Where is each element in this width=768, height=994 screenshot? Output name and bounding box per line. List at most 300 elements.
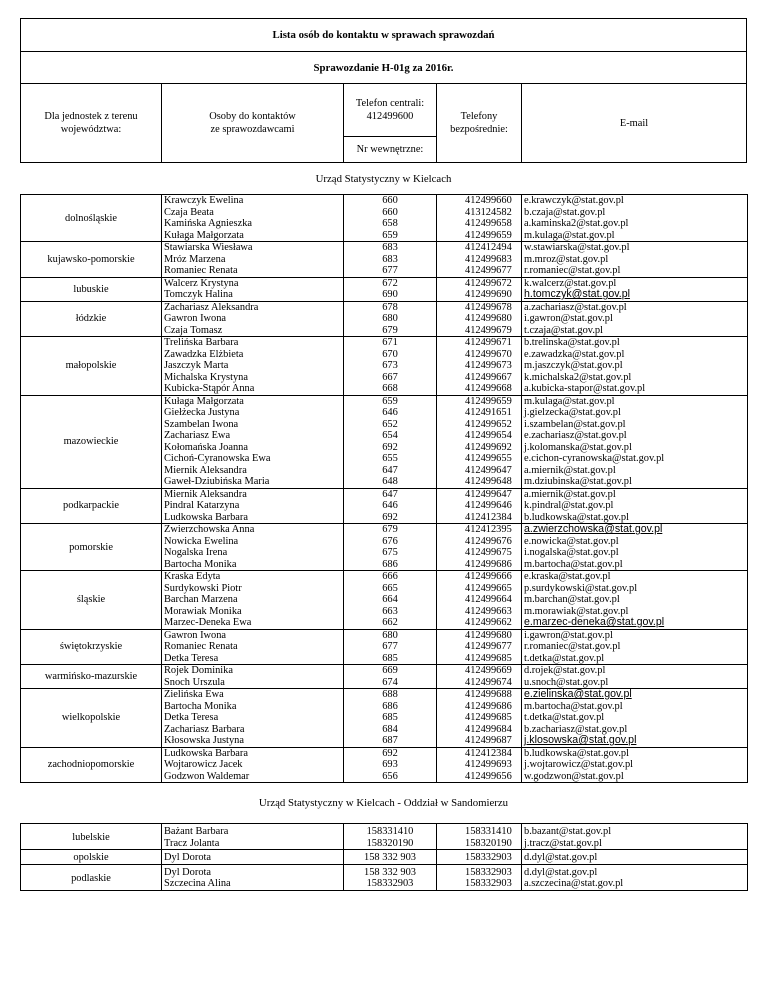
extension-number: 656 xyxy=(382,770,398,782)
direct-phone: 412499669 xyxy=(465,665,512,676)
extension-number: 690 xyxy=(382,289,398,300)
person-name: Miernik Aleksandra xyxy=(164,464,247,476)
extension-number: 647 xyxy=(382,464,398,476)
email-address: k.walcerz@stat.gov.pl xyxy=(524,277,617,289)
extension-number: 660 xyxy=(382,206,398,218)
person-name: Zielińska Ewa xyxy=(164,689,224,700)
direct-phone-cell xyxy=(437,395,522,488)
extension-number: 655 xyxy=(382,453,398,464)
extension-number: 683 xyxy=(382,242,398,253)
extension-number-cell xyxy=(344,824,437,850)
person-name: Zachariasz Barbara xyxy=(164,723,245,735)
email-address[interactable]: e.zielinska@stat.gov.pl xyxy=(524,689,632,700)
person-name: Szczecina Alina xyxy=(164,878,231,889)
extension-number: 158 332 903 xyxy=(364,866,416,878)
direct-phone: 412499675 xyxy=(465,547,512,558)
direct-phone: 412499673 xyxy=(465,360,512,371)
extension-number: 660 xyxy=(382,195,398,206)
person-name: Zawadzka Elżbieta xyxy=(164,348,244,360)
email-address: e.kraska@stat.gov.pl xyxy=(524,571,611,582)
extension-number: 652 xyxy=(382,418,398,430)
document-title: Lista osób do kontaktu w sprawach sprawozdań xyxy=(20,18,747,52)
region-cell: wielkopolskie xyxy=(21,689,162,748)
direct-phone: 412499663 xyxy=(465,605,512,617)
contacts-table-sandomierz xyxy=(20,823,748,891)
person-name: Bażant Barbara xyxy=(164,826,229,837)
direct-phone: 412499677 xyxy=(465,641,512,652)
direct-phone: 158331410 xyxy=(465,826,512,837)
header-region-line2: województwa: xyxy=(60,124,122,135)
direct-phone: 412499659 xyxy=(465,229,512,241)
email-address: t.czaja@stat.gov.pl xyxy=(524,324,604,336)
direct-phone-cell xyxy=(437,864,522,890)
person-name: Morawiak Monika xyxy=(164,605,242,617)
extension-number: 679 xyxy=(382,524,398,535)
person-name: Czaja Beata xyxy=(164,206,214,218)
person-name: Wojtarowicz Jacek xyxy=(164,759,243,770)
email-address: k.pindral@stat.gov.pl xyxy=(524,500,614,511)
person-name: Ludkowska Barbara xyxy=(164,747,248,759)
direct-phone: 412499647 xyxy=(465,464,512,476)
email-address: b.zachariasz@stat.gov.pl xyxy=(524,723,628,735)
direct-phone: 412499686 xyxy=(465,558,512,570)
person-name: Giełżecka Justyna xyxy=(164,407,240,418)
person-name: Gaweł-Dziubińska Maria xyxy=(164,476,270,487)
email-address: u.snoch@stat.gov.pl xyxy=(524,676,609,688)
direct-phone: 412499666 xyxy=(465,571,512,582)
email-address: m.morawiak@stat.gov.pl xyxy=(524,605,629,617)
direct-phone: 412499677 xyxy=(465,265,512,276)
table-row xyxy=(21,665,748,689)
email-address: m.kulaga@stat.gov.pl xyxy=(524,229,615,241)
direct-phone: 412499658 xyxy=(465,218,512,229)
header-ext: Nr wewnętrzne: xyxy=(356,144,424,155)
table-row xyxy=(21,195,748,242)
extension-number: 671 xyxy=(382,337,398,348)
extension-number: 668 xyxy=(382,383,398,394)
email-address-cell xyxy=(522,689,748,748)
person-name: Mróz Marzena xyxy=(164,253,226,265)
email-address: t.detka@stat.gov.pl xyxy=(524,712,605,723)
extension-number: 693 xyxy=(382,759,398,770)
table-row xyxy=(21,488,748,524)
contacts-table-kielce xyxy=(20,194,748,783)
email-address: b.ludkowska@stat.gov.pl xyxy=(524,747,630,759)
direct-phone: 412499679 xyxy=(465,324,512,336)
email-address: m.bartocha@stat.gov.pl xyxy=(524,558,623,570)
extension-number: 688 xyxy=(382,689,398,700)
email-address: d.dyl@stat.gov.pl xyxy=(524,866,598,878)
header-central-phone xyxy=(344,84,436,136)
extension-number: 670 xyxy=(382,348,398,360)
email-address: i.szambelan@stat.gov.pl xyxy=(524,418,626,430)
person-name-cell xyxy=(162,337,344,396)
email-address: p.surdykowski@stat.gov.pl xyxy=(524,582,638,594)
table-row xyxy=(21,689,748,748)
direct-phone-cell xyxy=(437,301,522,337)
email-address: m.dziubinska@stat.gov.pl xyxy=(524,476,632,487)
person-name: Cichoń-Cyranowska Ewa xyxy=(164,453,271,464)
direct-phone: 412499690 xyxy=(465,289,512,300)
header-email: E-mail xyxy=(619,117,649,129)
email-address-cell xyxy=(522,337,748,396)
direct-phone: 412499685 xyxy=(465,712,512,723)
email-address: w.godzwon@stat.gov.pl xyxy=(524,770,624,782)
person-name-cell xyxy=(162,665,344,689)
region-cell: opolskie xyxy=(21,850,162,865)
region-cell: lubuskie xyxy=(21,277,162,301)
email-address: b.ludkowska@stat.gov.pl xyxy=(524,511,630,523)
region-cell: dolnośląskie xyxy=(21,195,162,242)
email-address: b.trelinska@stat.gov.pl xyxy=(524,337,620,348)
person-name-cell xyxy=(162,195,344,242)
extension-number-cell xyxy=(344,747,437,783)
table-row xyxy=(21,824,748,850)
direct-phone: 412499646 xyxy=(465,500,512,511)
email-address: a.kubicka-stapor@stat.gov.pl xyxy=(524,383,646,394)
person-name: Kraska Edyta xyxy=(164,571,221,582)
person-name: Bartocha Monika xyxy=(164,700,237,712)
direct-phone: 412499674 xyxy=(465,676,512,688)
region-cell: zachodniopomorskie xyxy=(21,747,162,783)
person-name-cell xyxy=(162,488,344,524)
extension-number: 646 xyxy=(382,407,398,418)
person-name: Tracz Jolanta xyxy=(164,837,220,849)
person-name: Detka Teresa xyxy=(164,712,219,723)
region-cell: małopolskie xyxy=(21,337,162,396)
email-address-cell xyxy=(522,747,748,783)
person-name-cell xyxy=(162,524,344,571)
person-name: Barchan Marzena xyxy=(164,594,238,605)
direct-phone: 412491651 xyxy=(465,407,512,418)
person-name: Pindral Katarzyna xyxy=(164,500,240,511)
header-persons-line1: Osoby do kontaktów xyxy=(209,111,296,122)
email-address-cell xyxy=(522,242,748,278)
email-address-cell xyxy=(522,864,748,890)
person-name: Jaszczyk Marta xyxy=(164,360,229,371)
email-address: a.miernik@stat.gov.pl xyxy=(524,488,616,500)
person-name: Zachariasz Ewa xyxy=(164,430,231,441)
region-cell: warmińsko-mazurskie xyxy=(21,665,162,689)
email-address: t.detka@stat.gov.pl xyxy=(524,652,605,664)
extension-number: 686 xyxy=(382,700,398,712)
email-address: k.michalska2@stat.gov.pl xyxy=(524,371,632,383)
direct-phone: 158332903 xyxy=(465,852,512,863)
extension-number: 158 332 903 xyxy=(364,852,416,863)
header-phones-line1: Telefony xyxy=(460,111,498,122)
region-cell: podkarpackie xyxy=(21,488,162,524)
person-name: Szambelan Iwona xyxy=(164,418,239,430)
person-name: Romaniec Renata xyxy=(164,641,238,652)
person-name: Bartocha Monika xyxy=(164,558,237,570)
person-name: Krawczyk Ewelina xyxy=(164,195,244,206)
extension-number: 158331410 xyxy=(366,826,414,837)
table-row xyxy=(21,277,748,301)
person-name: Nowicka Ewelina xyxy=(164,535,239,547)
table-header xyxy=(20,83,747,163)
email-address-cell xyxy=(522,524,748,571)
email-address: e.zachariasz@stat.gov.pl xyxy=(524,430,627,441)
person-name: Detka Teresa xyxy=(164,652,219,664)
extension-number: 664 xyxy=(382,594,398,605)
table-row xyxy=(21,850,748,865)
direct-phone: 413124582 xyxy=(465,206,512,218)
person-name: Tomczyk Halina xyxy=(164,289,233,300)
table-row xyxy=(21,629,748,665)
person-name-cell xyxy=(162,571,344,630)
direct-phone: 412499670 xyxy=(465,348,512,360)
document-page xyxy=(20,18,747,891)
email-address: e.nowicka@stat.gov.pl xyxy=(524,535,619,547)
section-sandomierz: Urząd Statystyczny w Kielcach - Oddział w Sandomierzu xyxy=(258,797,509,809)
extension-number: 667 xyxy=(382,371,398,383)
extension-number-cell xyxy=(344,488,437,524)
direct-phone: 412499688 xyxy=(465,689,512,700)
direct-phone: 412499692 xyxy=(465,441,512,453)
direct-phone: 412499664 xyxy=(465,594,512,605)
email-address: e.krawczyk@stat.gov.pl xyxy=(524,195,624,206)
table-row xyxy=(21,301,748,337)
extension-number: 666 xyxy=(382,571,398,582)
direct-phone-cell xyxy=(437,337,522,396)
table-row xyxy=(21,864,748,890)
direct-phone-cell xyxy=(437,242,522,278)
email-address: m.barchan@stat.gov.pl xyxy=(524,594,620,605)
email-address: d.rojek@stat.gov.pl xyxy=(524,665,606,676)
table-row xyxy=(21,337,748,396)
email-address[interactable]: a.zwierzchowska@stat.gov.pl xyxy=(524,524,663,535)
direct-phone-cell xyxy=(437,524,522,571)
extension-number-cell xyxy=(344,665,437,689)
direct-phone: 412412494 xyxy=(465,242,512,253)
person-name-cell xyxy=(162,277,344,301)
extension-number-cell xyxy=(344,301,437,337)
extension-number: 685 xyxy=(382,712,398,723)
direct-phone-cell xyxy=(437,571,522,630)
extension-number: 674 xyxy=(382,676,398,688)
extension-number-cell xyxy=(344,277,437,301)
email-address: a.szczecina@stat.gov.pl xyxy=(524,878,624,889)
extension-number: 692 xyxy=(382,441,398,453)
person-name: Romaniec Renata xyxy=(164,265,238,276)
extension-number-cell xyxy=(344,689,437,748)
direct-phone: 158320190 xyxy=(465,837,512,849)
report-subtitle: Sprawozdanie H-01g za 2016r. xyxy=(20,51,747,84)
extension-number: 647 xyxy=(382,488,398,500)
direct-phone-cell xyxy=(437,665,522,689)
extension-number-cell xyxy=(344,629,437,665)
person-name: Gawron Iwona xyxy=(164,629,227,641)
email-address: j.gielzecka@stat.gov.pl xyxy=(524,407,621,418)
person-name: Trelińska Barbara xyxy=(164,337,239,348)
email-address-cell xyxy=(522,571,748,630)
direct-phone: 412499685 xyxy=(465,652,512,664)
direct-phone: 412499671 xyxy=(465,337,512,348)
extension-number: 680 xyxy=(382,313,398,324)
person-name: Kłosowska Justyna xyxy=(164,735,244,746)
extension-number: 679 xyxy=(382,324,398,336)
direct-phone: 412499667 xyxy=(465,371,512,383)
region-cell: świętokrzyskie xyxy=(21,629,162,665)
extension-number-cell xyxy=(344,864,437,890)
email-address: w.stawiarska@stat.gov.pl xyxy=(524,242,630,253)
direct-phone: 412412384 xyxy=(465,747,512,759)
direct-phone: 412499648 xyxy=(465,476,512,487)
email-address: a.zachariasz@stat.gov.pl xyxy=(524,301,627,313)
person-name-cell xyxy=(162,864,344,890)
direct-phone-cell xyxy=(437,195,522,242)
direct-phone: 412499652 xyxy=(465,418,512,430)
person-name: Kamińska Agnieszka xyxy=(164,218,253,229)
person-name: Kubicka-Stąpór Anna xyxy=(164,383,255,394)
person-name: Dyl Dorota xyxy=(164,866,212,878)
extension-number: 158320190 xyxy=(366,837,414,849)
email-address: m.bartocha@stat.gov.pl xyxy=(524,700,623,712)
email-address[interactable]: h.tomczyk@stat.gov.pl xyxy=(524,289,630,300)
email-address[interactable]: e.marzec-deneka@stat.gov.pl xyxy=(524,617,665,628)
region-cell: śląskie xyxy=(21,571,162,630)
direct-phone: 412499660 xyxy=(465,195,512,206)
extension-number: 686 xyxy=(382,558,398,570)
table-row xyxy=(21,571,748,630)
email-address: b.czaja@stat.gov.pl xyxy=(524,206,606,218)
extension-number: 673 xyxy=(382,360,398,371)
person-name: Kułaga Małgorzata xyxy=(164,229,244,241)
direct-phone: 412499687 xyxy=(465,735,512,746)
person-name-cell xyxy=(162,242,344,278)
extension-number: 684 xyxy=(382,723,398,735)
person-name-cell xyxy=(162,824,344,850)
direct-phone: 412412395 xyxy=(465,524,512,535)
extension-number: 646 xyxy=(382,500,398,511)
person-name: Ludkowska Barbara xyxy=(164,511,248,523)
region-cell: kujawsko-pomorskie xyxy=(21,242,162,278)
extension-number: 675 xyxy=(382,547,398,558)
region-cell: pomorskie xyxy=(21,524,162,571)
person-name: Godzwon Waldemar xyxy=(164,770,250,782)
person-name: Zachariasz Aleksandra xyxy=(164,301,259,313)
email-address: i.nogalska@stat.gov.pl xyxy=(524,547,619,558)
direct-phone: 412499654 xyxy=(465,430,512,441)
header-region-line1: Dla jednostek z terenu xyxy=(44,111,138,122)
person-name: Kołomańska Joanna xyxy=(164,441,248,453)
email-address: r.romaniec@stat.gov.pl xyxy=(524,265,621,276)
person-name-cell xyxy=(162,395,344,488)
email-address-cell xyxy=(522,488,748,524)
extension-number: 692 xyxy=(382,511,398,523)
table-row xyxy=(21,747,748,783)
email-address: a.miernik@stat.gov.pl xyxy=(524,464,616,476)
email-address: b.bazant@stat.gov.pl xyxy=(524,826,612,837)
table-row xyxy=(21,395,748,488)
extension-number: 648 xyxy=(382,476,398,487)
direct-phone: 412499683 xyxy=(465,253,512,265)
email-address: i.gawron@stat.gov.pl xyxy=(524,313,613,324)
person-name: Surdykowski Piotr xyxy=(164,582,242,594)
direct-phone-cell xyxy=(437,824,522,850)
direct-phone: 412499655 xyxy=(465,453,512,464)
email-address: j.kolomanska@stat.gov.pl xyxy=(524,441,632,453)
header-region xyxy=(21,84,161,162)
direct-phone-cell xyxy=(437,488,522,524)
direct-phone: 412499680 xyxy=(465,629,512,641)
extension-number: 677 xyxy=(382,265,398,276)
email-address: d.dyl@stat.gov.pl xyxy=(524,852,598,863)
direct-phone: 412499647 xyxy=(465,488,512,500)
person-name-cell xyxy=(162,301,344,337)
direct-phone-cell xyxy=(437,850,522,865)
person-name: Stawiarska Wiesława xyxy=(164,242,253,253)
extension-number: 687 xyxy=(382,735,398,746)
extension-number: 672 xyxy=(382,277,398,289)
extension-number: 654 xyxy=(382,430,398,441)
email-address-cell xyxy=(522,665,748,689)
email-address-cell xyxy=(522,850,748,865)
direct-phone: 412499693 xyxy=(465,759,512,770)
direct-phone: 412499656 xyxy=(465,770,512,782)
person-name: Czaja Tomasz xyxy=(164,324,223,336)
person-name: Dyl Dorota xyxy=(164,852,212,863)
direct-phone: 412499676 xyxy=(465,535,512,547)
direct-phone: 412499672 xyxy=(465,277,512,289)
email-address: j.wojtarowicz@stat.gov.pl xyxy=(524,759,634,770)
extension-number: 663 xyxy=(382,605,398,617)
email-address: m.jaszczyk@stat.gov.pl xyxy=(524,360,623,371)
region-cell: łódzkie xyxy=(21,301,162,337)
extension-number-cell xyxy=(344,242,437,278)
table-row xyxy=(21,242,748,278)
region-cell: podlaskie xyxy=(21,864,162,890)
email-address-cell xyxy=(522,629,748,665)
extension-number: 662 xyxy=(382,617,398,628)
email-address: m.kulaga@stat.gov.pl xyxy=(524,395,615,407)
header-central-line2: 412499600 xyxy=(366,111,414,122)
person-name: Michalska Krystyna xyxy=(164,371,248,383)
header-persons-line2: ze sprawozdawcami xyxy=(210,124,295,135)
person-name: Kułaga Małgorzata xyxy=(164,395,244,407)
person-name: Marzec-Deneka Ewa xyxy=(164,617,252,628)
extension-number-cell xyxy=(344,524,437,571)
email-address: e.cichon-cyranowska@stat.gov.pl xyxy=(524,453,665,464)
direct-phone: 412499662 xyxy=(465,617,512,628)
region-cell: mazowieckie xyxy=(21,395,162,488)
section-kielce: Urząd Statystyczny w Kielcach xyxy=(315,172,452,185)
email-address: j.tracz@stat.gov.pl xyxy=(524,837,602,849)
person-name-cell xyxy=(162,629,344,665)
email-address: m.mroz@stat.gov.pl xyxy=(524,253,609,265)
person-name-cell xyxy=(162,747,344,783)
header-persons xyxy=(162,84,343,162)
extension-number-cell xyxy=(344,395,437,488)
direct-phone: 412499684 xyxy=(465,723,512,735)
header-phones-line2: bezpośrednie: xyxy=(450,124,508,135)
direct-phone: 412499659 xyxy=(465,395,512,407)
direct-phone: 412499686 xyxy=(465,700,512,712)
email-address-cell xyxy=(522,277,748,301)
email-address: a.kaminska2@stat.gov.pl xyxy=(524,218,629,229)
person-name-cell xyxy=(162,850,344,865)
email-address-cell xyxy=(522,824,748,850)
direct-phone: 412499678 xyxy=(465,301,512,313)
extension-number: 669 xyxy=(382,665,398,676)
email-address[interactable]: j.klosowska@stat.gov.pl xyxy=(524,735,637,746)
email-address-cell xyxy=(522,195,748,242)
extension-number: 665 xyxy=(382,582,398,594)
extension-number-cell xyxy=(344,850,437,865)
table-row xyxy=(21,524,748,571)
extension-number: 677 xyxy=(382,641,398,652)
extension-number: 692 xyxy=(382,747,398,759)
